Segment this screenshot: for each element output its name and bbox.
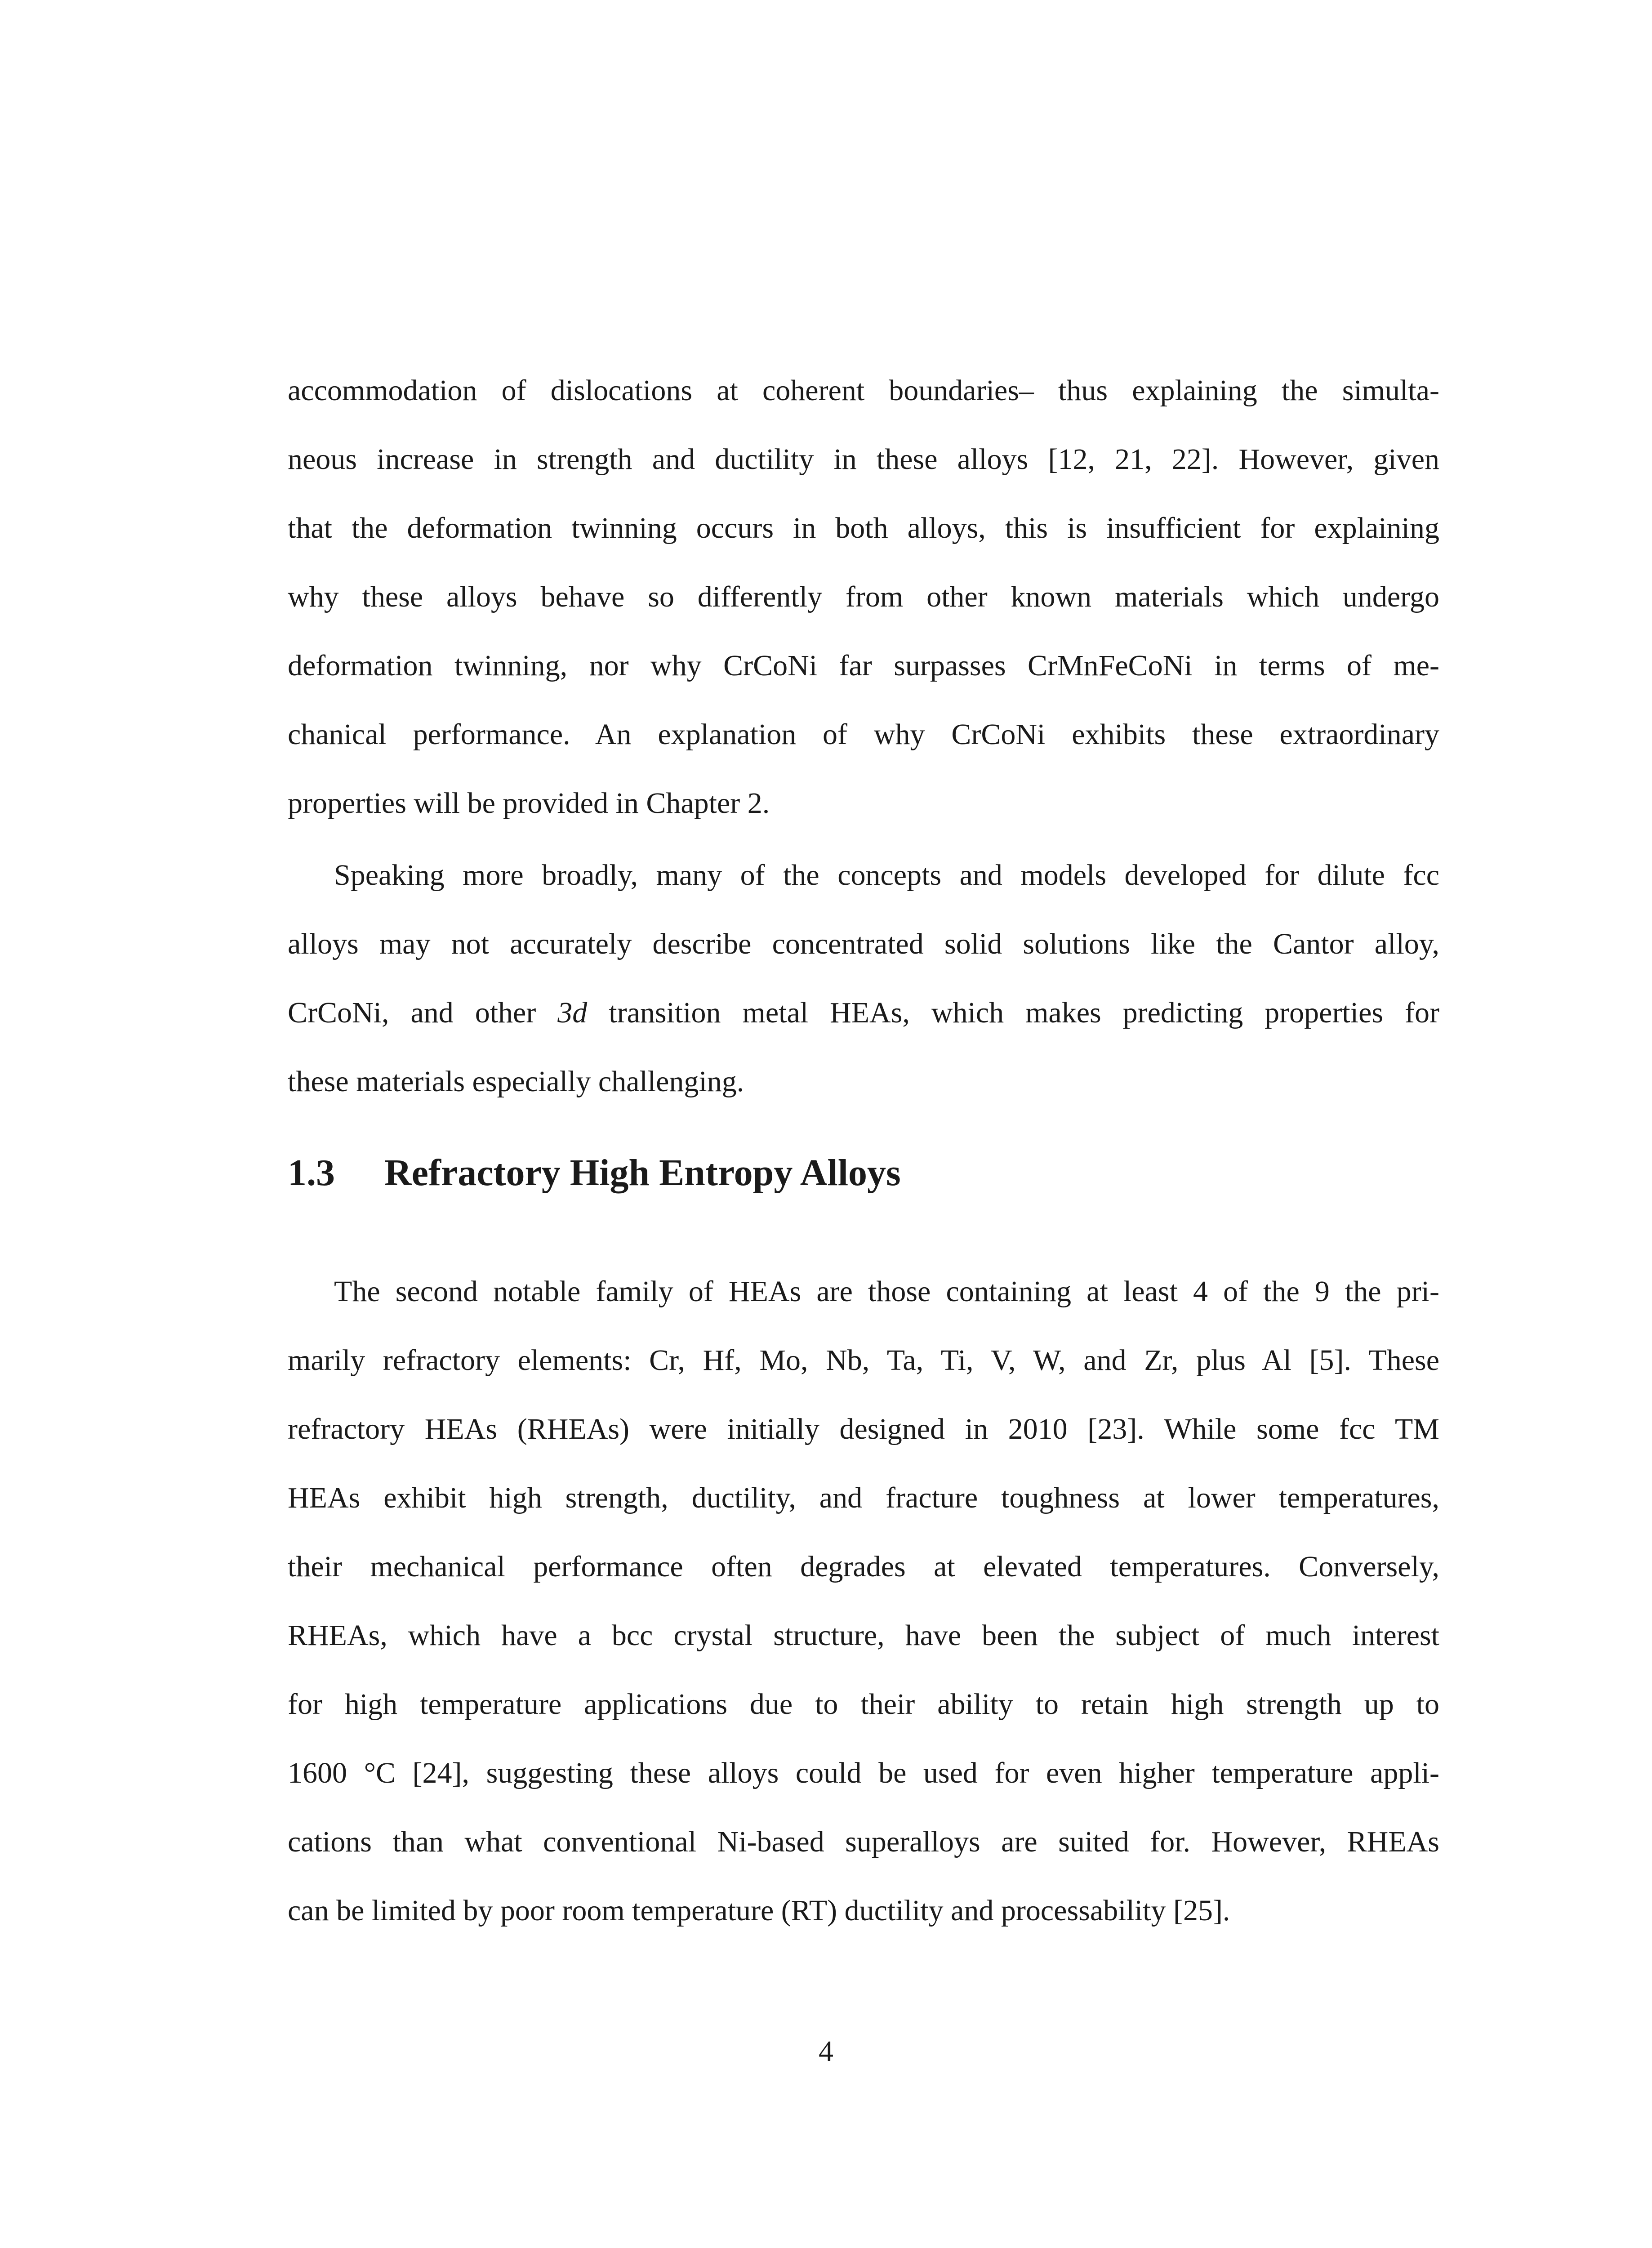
text-line: neous increase in strength and ductility in these alloys [12, 21, 22]. However, given xyxy=(288,443,1439,476)
page-number: 4 xyxy=(819,2035,833,2068)
section-heading xyxy=(288,1151,1439,1195)
text-line: The second notable family of HEAs are those containing at least 4 of the 9 the pri- xyxy=(334,1275,1439,1308)
text-line: can be limited by poor room temperature (RT) ductility and processability [25]. xyxy=(288,1894,1230,1927)
text-line: Speaking more broadly, many of the concepts and models developed for dilute fcc xyxy=(334,859,1439,892)
text-line: marily refractory elements: Cr, Hf, Mo, Nb, Ta, Ti, V, W, and Zr, plus Al [5]. These xyxy=(288,1344,1439,1377)
text-fragment: CrCoNi, and other xyxy=(288,996,558,1029)
text-line: these materials especially challenging. xyxy=(288,1065,744,1098)
text-line: alloys may not accurately describe concentrated solid solutions like the Cantor alloy, xyxy=(288,928,1439,960)
text-line: deformation twinning, nor why CrCoNi far surpasses CrMnFeCoNi in terms of me- xyxy=(288,649,1439,682)
text-line: HEAs exhibit high strength, ductility, and fracture toughness at lower temperatures, xyxy=(288,1481,1439,1514)
text-line: 1600 °C [24], suggesting these alloys could be used for even higher temperature appli- xyxy=(288,1757,1439,1789)
text-line: cations than what conventional Ni-based superalloys are suited for. However, RHEAs xyxy=(288,1825,1439,1858)
text-line: for high temperature applications due to their ability to retain high strength up to xyxy=(288,1688,1439,1721)
text-line: why these alloys behave so differently from other known materials which undergo xyxy=(288,580,1439,613)
paragraph-dilute-fcc xyxy=(288,841,1439,1116)
text-line: properties will be provided in Chapter 2. xyxy=(288,787,770,820)
text-line: refractory HEAs (RHEAs) were initially designed in 2010 [23]. While some fcc TM xyxy=(288,1413,1439,1445)
section-number: 1.3 xyxy=(288,1152,335,1194)
text-line xyxy=(288,978,1439,1047)
text-line: their mechanical performance often degrades at elevated temperatures. Conversely, xyxy=(288,1550,1439,1583)
italic-term: 3d xyxy=(557,996,588,1029)
section-title: Refractory High Entropy Alloys xyxy=(384,1152,901,1194)
text-line: chanical performance. An explanation of why CrCoNi exhibits these extraordinary xyxy=(288,718,1439,751)
paragraph-dislocations xyxy=(288,356,1439,838)
text-line: RHEAs, which have a bcc crystal structure, have been the subject of much interest xyxy=(288,1619,1439,1652)
text-line: that the deformation twinning occurs in both alloys, this is insufficient for explaining xyxy=(288,512,1439,544)
text-fragment: transition metal HEAs, which makes predicting properties for xyxy=(587,996,1439,1029)
text-line: accommodation of dislocations at coherent boundaries– thus explaining the simulta- xyxy=(288,374,1439,407)
paragraph-refractory-heas xyxy=(288,1257,1439,1945)
